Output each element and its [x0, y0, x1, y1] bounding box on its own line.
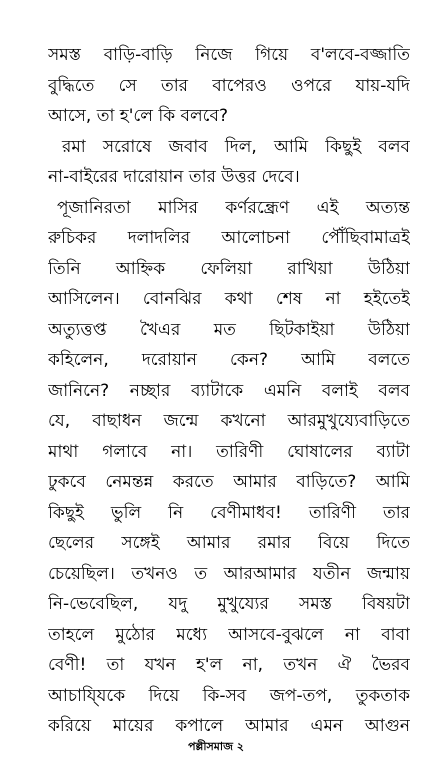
text-line: যে, বাছাধন জন্মে কখনো আরমুখুয্যেবাড়িতে [48, 411, 410, 431]
page-text [48, 40, 410, 742]
text-line: পূজানিরতা মাসির কর্ণরন্ধ্রেণ এই অত্যন্ত [57, 197, 410, 218]
text-line: বেণী! তা যখন হ'ল না, তখন ঐ ভৈরব [48, 655, 410, 675]
text-line: রুচিকর দলাদলির আলোচনা পৌঁছিবামাত্রই [48, 228, 410, 248]
text-line: অত্যুত্তপ্ত খৈএর মত ছিটকাইয়া উঠিয়া [48, 319, 410, 340]
text-line: জানিনে? নচ্ছার ব্যাটাকে এমনি বলাই বলব [48, 380, 410, 401]
text-line: আচাযি্যকে দিয়ে কি-সব জপ-তপ, তুকতাক [48, 685, 410, 706]
page-footer: পল্লীসমাজ ২ [188, 740, 244, 753]
text-line: তিনি আহ্নিক ফেলিয়া রাখিয়া উঠিয়া [48, 258, 410, 279]
text-line: রমা সরোষে জবাব দিল, আমি কিছুই বলব [62, 136, 410, 157]
text-line: মাথা গলাবে না। তারিণী ঘোষালের ব্যাটা [48, 441, 410, 462]
text-line: ঢুকবে নেমন্তন্ন করতে আমার বাড়িতে? আমি [48, 472, 410, 492]
text-line: আসে, তা হ'লে কি বলবে? [48, 106, 228, 126]
text-line: কিছুই ভুলি নি বেণীমাধব! তারিণী তার [48, 502, 410, 523]
text-line: বুদ্ধিতে সে তার বাপেরও ওপরে যায়-যদি [48, 75, 410, 96]
text-line: করিয়ে মায়ের কপালে আমার এমন আগুন [48, 716, 410, 736]
text-line: চেয়েছিল। তখনও ত আরআমার যতীন জন্মায় [48, 563, 410, 584]
text-line: ছেলের সঙ্গেই আমার রমার বিয়ে দিতে [48, 533, 410, 553]
text-line: সমস্ত বাড়ি-বাড়ি নিজে গিয়ে ব'লবে-বজ্জাতি [48, 45, 410, 65]
text-line: তাহলে মুঠোর মধ্যে আসবে-বুঝলে না বাবা [48, 624, 410, 645]
text-line: না-বাইরের দারোয়ান তার উত্তর দেবে। [48, 167, 300, 187]
text-line: আসিলেন। বোনঝির কথা শেষ না হইতেই [48, 289, 410, 309]
text-line: নি-ভেবেছিল, যদু মুখুয্যের সমস্ত বিষয়টা [48, 594, 410, 614]
text-line: কহিলেন, দরোয়ান কেন? আমি বলতে [48, 350, 410, 370]
